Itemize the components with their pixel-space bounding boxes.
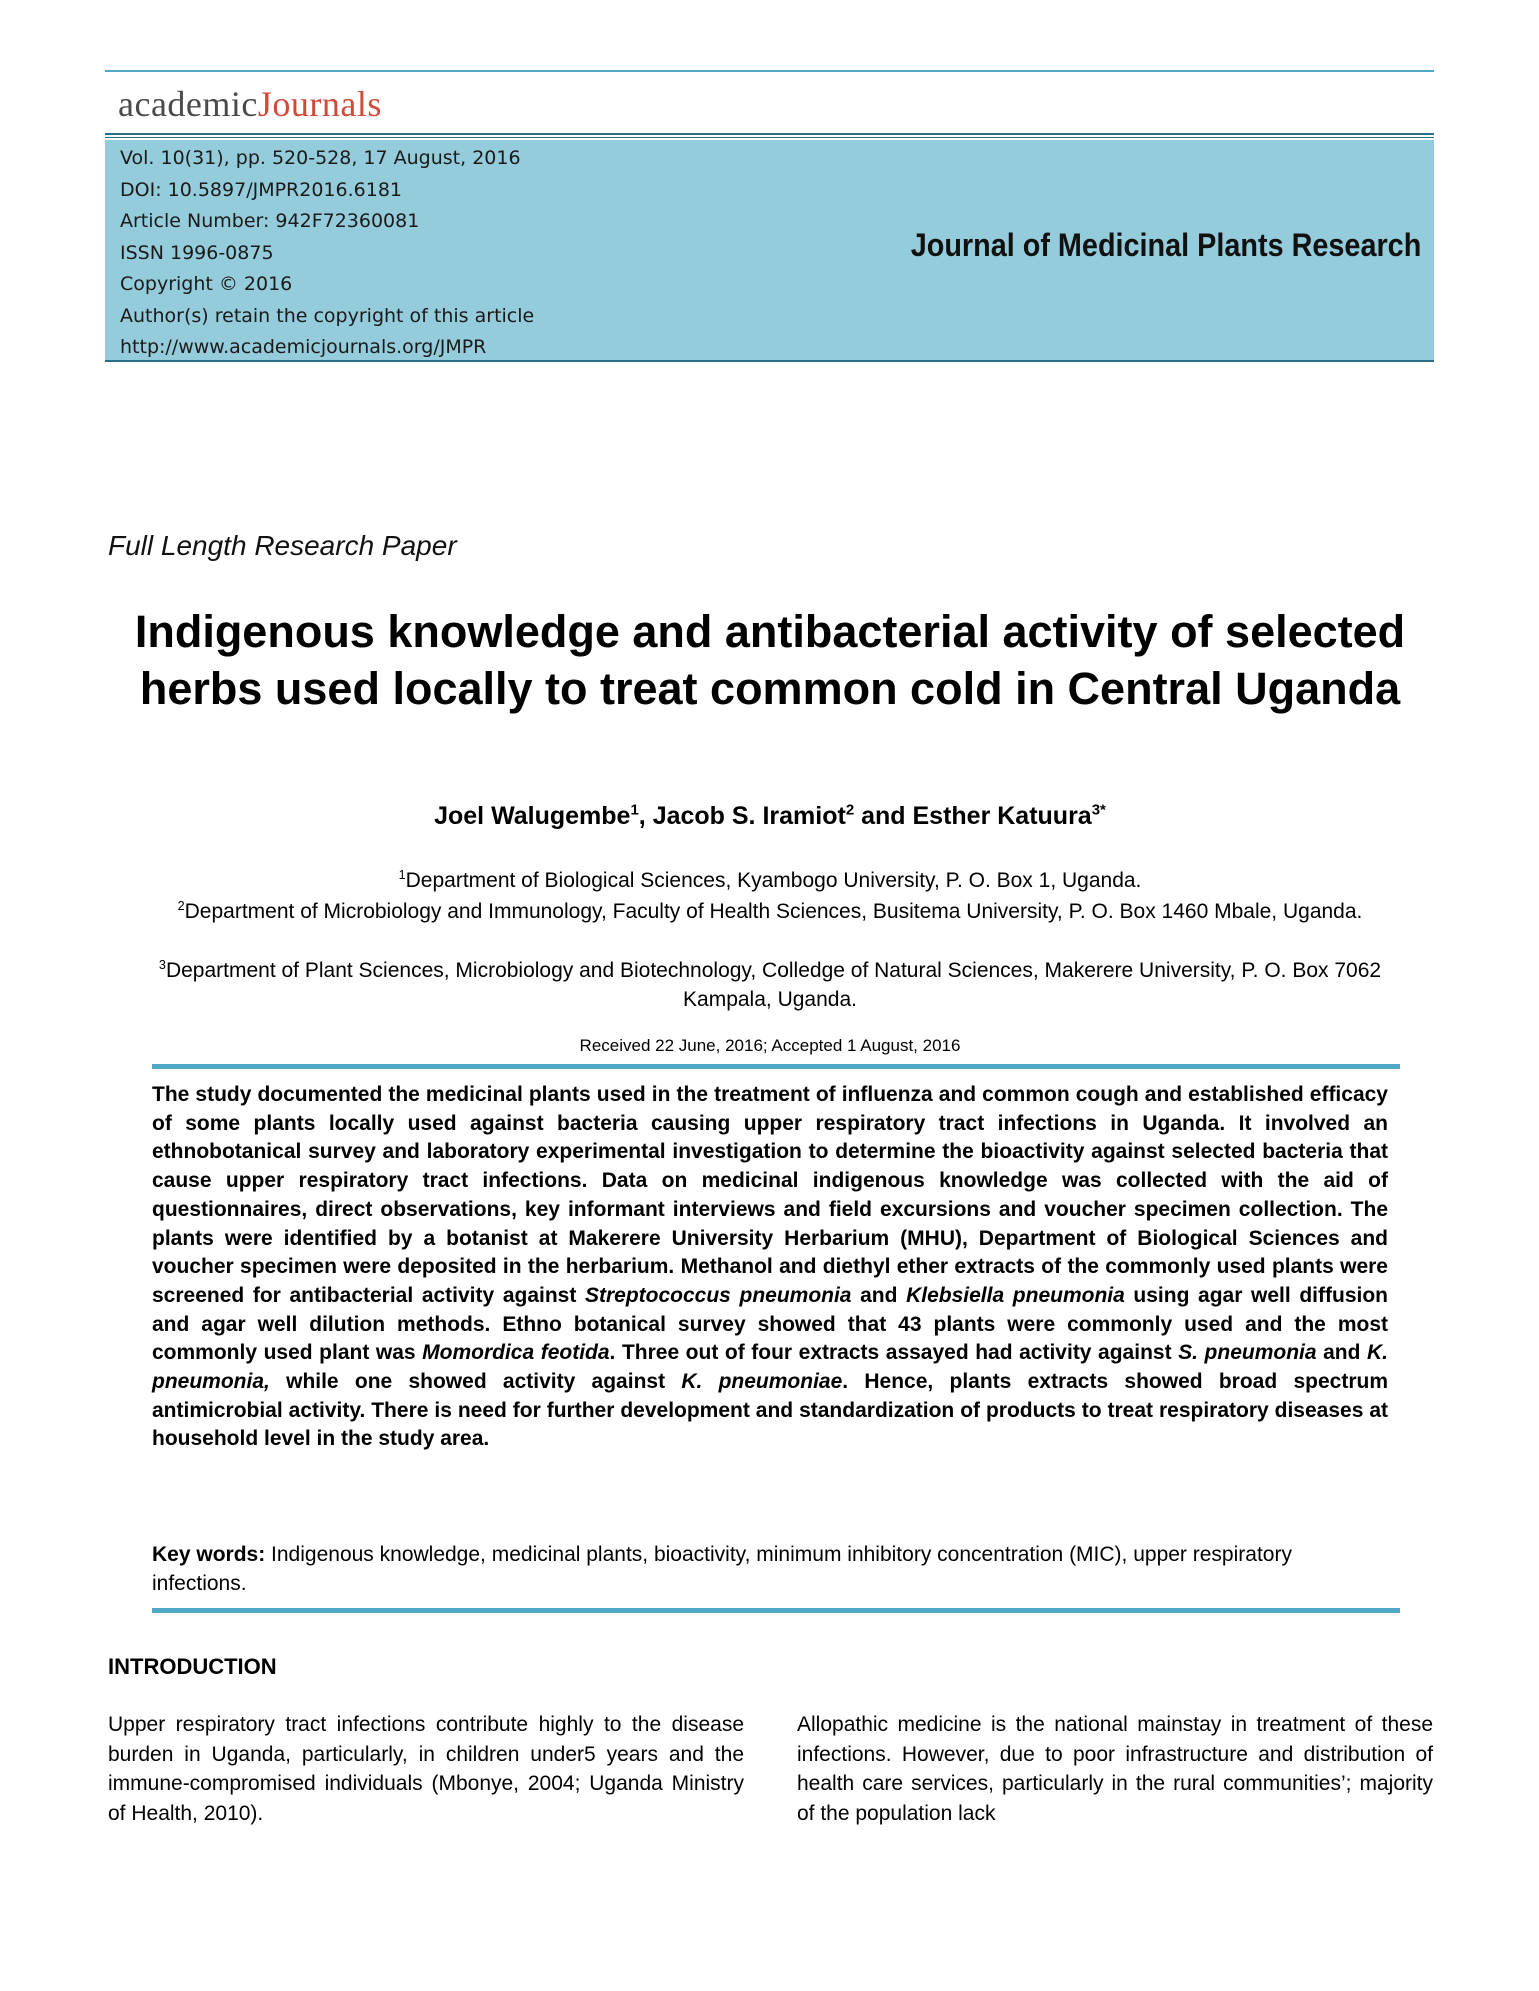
author-affiliation-mark: 3*: [1091, 801, 1106, 819]
abstract-text: and: [851, 1283, 907, 1307]
affiliation-1: [120, 866, 1420, 895]
affiliation-mark: 1: [398, 868, 406, 882]
abstract: [152, 1081, 1388, 1454]
meta-issn: ISSN 1996-0875: [120, 241, 274, 264]
author-name: Joel Walugembe: [434, 802, 631, 830]
paper-title: Indigenous knowledge and antibacterial activity of selected herbs used locally to treat common cold in Central Uganda: [134, 606, 1406, 714]
species-name: Streptococcus pneumonia: [584, 1283, 852, 1307]
affiliation-3: [120, 956, 1420, 1014]
author-separator: ,: [638, 802, 653, 830]
affiliation-mark: 3: [158, 958, 166, 972]
abstract-text: . Three out of four extracts assayed had activity against: [609, 1341, 1179, 1365]
abstract-text: using agar well diffusion and agar well dilution methods. Ethno botanical survey showed that 43 plants were commonly used and the most commonly used plant was: [152, 1283, 1389, 1365]
top-rule: [105, 70, 1434, 72]
abstract-bottom-rule: [152, 1608, 1400, 1613]
received-dates: Received 22 June, 2016; Accepted 1 August, 2016: [579, 1036, 961, 1055]
species-name: Momordica feotida: [422, 1341, 610, 1365]
meta-copyright: Copyright © 2016: [120, 273, 293, 295]
affiliation-text: Department of Microbiology and Immunology, Faculty of Health Sciences, Busitema University, P. O. Box 1460 Mbale, Uganda.: [184, 900, 1363, 923]
abstract-text: while one showed activity against: [269, 1370, 682, 1394]
species-name: S. pneumonia: [1178, 1341, 1317, 1365]
affiliation-text: Department of Biological Sciences, Kyambogo University, P. O. Box 1, Uganda.: [405, 869, 1142, 892]
intro-column-right: Allopathic medicine is the national mainstay in treatment of these infections. However, due to poor infrastructure and distribution of health care services, particularly in the rural communities’; majority of the population lack: [797, 1713, 1433, 1825]
author-affiliation-mark: 2: [845, 801, 855, 819]
meta-url[interactable]: http://www.academicjournals.org/JMPR: [120, 336, 487, 358]
author-list: [120, 802, 1420, 831]
intro-column-left: Upper respiratory tract infections contribute highly to the disease burden in Uganda, particularly, in children under5 years and the immune-compromised individuals (Mbonye, 2004; Uganda Ministry of Health, 2010).: [108, 1713, 744, 1825]
paper-type: Full Length Research Paper: [108, 530, 457, 561]
article-meta: [120, 143, 534, 364]
abstract-text: and: [1316, 1341, 1367, 1365]
header-rule-thin: [105, 137, 1434, 138]
meta-doi: DOI: 10.5897/JMPR2016.6181: [120, 178, 403, 201]
affiliation-text: Department of Plant Sciences, Microbiology and Biotechnology, Colledge of Natural Sciences, Makerere University, P. O. Box 7062 Kampala, Uganda.: [165, 959, 1382, 1011]
section-heading-introduction: INTRODUCTION: [108, 1654, 277, 1679]
species-name: K. pneumonia,: [152, 1341, 1388, 1394]
author-name: Jacob S. Iramiot: [652, 802, 846, 830]
keywords-text: Indigenous knowledge, medicinal plants, bioactivity, minimum inhibitory concentration (MIC), upper respiratory infections.: [152, 1543, 1292, 1595]
logo-part-journals: Journals: [257, 84, 382, 124]
keywords-label: Key words:: [152, 1543, 266, 1566]
affiliation-mark: 2: [177, 899, 185, 913]
meta-article-number: Article Number: 942F72360081: [120, 210, 420, 232]
publisher-logo: [118, 82, 382, 126]
abstract-text: The study documented the medicinal plants used in the treatment of influenza and common cough and established efficacy of some plants locally used against bacteria causing upper respiratory tract infections in Uganda. It involved an ethnobotanical survey and laboratory experimental investigation to determine the bioactivity against selected bacteria that cause upper respiratory tract infections. Data on medicinal indigenous knowledge was collected with the aid of questionnaires, direct observations, key informant interviews and field excursions and voucher specimen collection. The plants were identified by a botanist at Makerere University Herbarium (MHU), Department of Biological Sciences and voucher specimen were deposited in the herbarium. Methanol and diethyl ether extracts of the commonly used plants were screened for antibacterial activity against: [152, 1083, 1388, 1307]
logo-part-academic: academic: [118, 84, 258, 124]
header-rule: [105, 133, 1434, 135]
species-name: Klebsiella pneumonia: [906, 1283, 1125, 1307]
journal-name: Journal of Medicinal Plants Research: [910, 227, 1421, 263]
author-affiliation-mark: 1: [630, 801, 639, 819]
affiliation-2: [120, 897, 1420, 926]
species-name: K. pneumoniae: [681, 1370, 843, 1394]
meta-rights: Author(s) retain the copyright of this article: [120, 304, 535, 327]
author-name: Esther Katuura: [912, 802, 1092, 830]
abstract-text: . Hence, plants extracts showed broad spectrum antimicrobial activity. There is need for further development and standardization of products to treat respiratory diseases at household level in the study area.: [152, 1370, 1388, 1451]
abstract-top-rule: [152, 1064, 1400, 1069]
keywords: [152, 1540, 1388, 1598]
meta-volume: Vol. 10(31), pp. 520-528, 17 August, 2016: [120, 147, 521, 169]
author-separator: and: [854, 802, 913, 830]
